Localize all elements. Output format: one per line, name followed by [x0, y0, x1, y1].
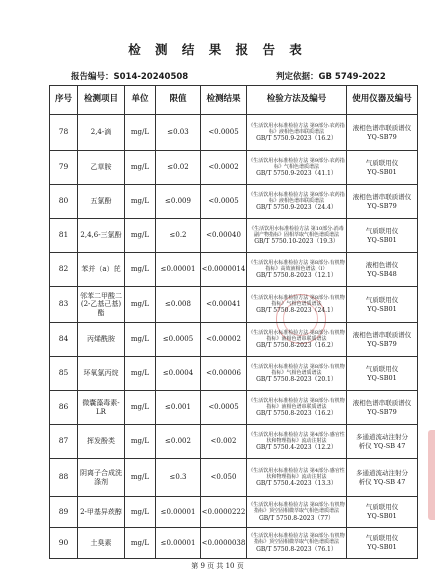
method-description: 《生活饮用水标准检验方法 第8部分:有机物指标》顶空固相微萃取气相色谱质谱法 — [248, 533, 345, 546]
unit: mg/L — [125, 185, 156, 219]
method-standard: GB/T 5750.8-2023（24.1） — [256, 307, 337, 314]
instrument-name: 液相色谱串联质谱仪 — [352, 330, 412, 339]
table-row — [50, 185, 418, 219]
instrument-id: YQ-SB01 — [367, 543, 397, 551]
instrument-name: 多通道流动注射分 — [356, 432, 408, 441]
limit-value: ≤0.3 — [156, 459, 201, 497]
table-row — [50, 459, 418, 497]
test-item: 五氯酚 — [78, 185, 125, 219]
test-item: 乙草胺 — [78, 151, 125, 185]
instrument — [347, 253, 418, 287]
method-standard: GB/T 5750.8-2023（16.2） — [256, 410, 337, 417]
method-description: 《生活饮用水标准检验方法 第8部分:有机物指标》液相色谱串联质谱法 — [248, 329, 345, 342]
method-description: 《生活饮用水标准检验方法 第4部分:感官性状和物理指标》流动注射法 — [248, 431, 345, 444]
method-description: 《生活饮用水标准检验方法 第9部分:农药指标》气相色谱质谱法 — [248, 157, 345, 170]
test-result: <0.0000222 — [201, 497, 247, 528]
table-row — [50, 357, 418, 391]
header-method: 检验方法及编号 — [247, 86, 347, 115]
instrument-id: 析仪 YQ-SB 47 — [358, 477, 406, 486]
instrument-id: YQ-SB48 — [367, 269, 397, 278]
method-standard: GB/T 5750.9-2023（16.2） — [256, 135, 337, 142]
instrument-id: YQ-SB79 — [367, 201, 397, 210]
unit: mg/L — [125, 528, 156, 559]
instrument-id: YQ-SB01 — [367, 304, 397, 313]
header-result: 检测结果 — [201, 86, 247, 115]
instrument — [347, 287, 418, 323]
unit: mg/L — [125, 497, 156, 528]
test-result: <0.00040 — [201, 219, 247, 253]
table-header-row — [50, 86, 418, 115]
limit-value: ≤0.02 — [156, 151, 201, 185]
test-result: <0.050 — [201, 459, 247, 497]
instrument-name: 液相色谱仪 — [365, 260, 399, 269]
instrument-name: 液相色谱串联质谱仪 — [352, 123, 412, 132]
test-item: 丙烯酰胺 — [78, 323, 125, 357]
instrument-name: 多通道流动注射分 — [356, 468, 408, 477]
test-result: <0.0005 — [201, 391, 247, 425]
test-result: <0.0000014 — [201, 253, 247, 287]
instrument — [347, 323, 418, 357]
limit-value: ≤0.0005 — [156, 323, 201, 357]
instrument-name: 液相色谱串联质谱仪 — [352, 398, 412, 407]
row-number: 82 — [50, 253, 78, 287]
row-number: 79 — [50, 151, 78, 185]
unit: mg/L — [125, 287, 156, 323]
method-standard: GB/T 5750.8-2023（77） — [258, 514, 335, 522]
test-result: <0.0000038 — [201, 528, 247, 559]
row-number: 88 — [50, 459, 78, 497]
unit: mg/L — [125, 323, 156, 357]
method-description: 《生活饮用水标准检验方法 第8部分:有机物指标》高效液相色谱法（I） — [248, 259, 345, 272]
table-body — [50, 115, 418, 559]
unit: mg/L — [125, 425, 156, 459]
limit-value: ≤0.2 — [156, 219, 201, 253]
instrument — [347, 151, 418, 185]
test-item: 微囊藻毒素-LR — [78, 391, 125, 425]
test-method — [247, 115, 347, 151]
page-seam-seal — [428, 430, 435, 520]
test-method — [247, 185, 347, 219]
row-number: 86 — [50, 391, 78, 425]
test-method — [247, 357, 347, 391]
table-row — [50, 528, 418, 559]
limit-value: ≤0.00001 — [156, 528, 201, 559]
results-table — [49, 85, 418, 559]
test-result: <0.0005 — [201, 185, 247, 219]
instrument — [347, 497, 418, 528]
instrument-id: 析仪 YQ-SB 47 — [358, 441, 406, 450]
row-number: 90 — [50, 528, 78, 559]
header-limit: 限值 — [156, 86, 201, 115]
method-description: 《生活饮用水标准检验方法 第9部分:农药指标》液相色谱串联质谱法 — [248, 191, 345, 204]
method-description: 《生活饮用水标准检验方法 第8部分:有机物指标》气相色谱质谱法 — [248, 363, 345, 376]
limit-value: ≤0.03 — [156, 115, 201, 151]
method-standard: GB/T 5750.9-2023（24.4） — [256, 204, 337, 211]
instrument-id: YQ-SB01 — [367, 235, 397, 244]
instrument — [347, 425, 418, 459]
test-item: 2,4,6-三氯酚 — [78, 219, 125, 253]
method-standard: GB/T 5750.10-2023（19.3） — [254, 238, 339, 245]
unit: mg/L — [125, 357, 156, 391]
table-row — [50, 323, 418, 357]
table-row — [50, 425, 418, 459]
instrument-name: 液相色谱串联质谱仪 — [352, 192, 412, 201]
table-row — [50, 253, 418, 287]
instrument — [347, 459, 418, 497]
instrument — [347, 357, 418, 391]
instrument-name: 气质联用仪 — [365, 503, 399, 512]
instrument — [347, 391, 418, 425]
test-result: <0.00002 — [201, 323, 247, 357]
report-title: 检 测 结 果 报 告 表 — [128, 42, 307, 57]
method-standard: GB/T 5750.9-2023（41.1） — [256, 170, 337, 177]
report-number: 报告编号：S014-20240508 — [71, 72, 189, 82]
test-method — [247, 391, 347, 425]
row-number: 80 — [50, 185, 78, 219]
instrument-name: 气质联用仪 — [365, 226, 399, 235]
unit: mg/L — [125, 151, 156, 185]
test-method — [247, 459, 347, 497]
unit: mg/L — [125, 391, 156, 425]
test-item: 邻苯二甲酸二(2-乙基己基)酯 — [78, 287, 125, 323]
method-description: 《生活饮用水标准检验方法 第8部分:有机物指标》顶空固相微萃取气相色谱质谱法 — [248, 502, 345, 515]
method-description: 《生活饮用水标准检验方法 第8部分:有机物指标》气相色谱质谱法 — [248, 294, 345, 307]
limit-value: ≤0.00001 — [156, 253, 201, 287]
method-description: 《生活饮用水标准检验方法 第10部分:消毒副产物指标》固相萃取气相色谱质谱法 — [249, 225, 344, 238]
method-standard: GB/T 5750.4-2023（12.2） — [256, 444, 337, 451]
method-description: 《生活饮用水标准检验方法 第9部分:农药指标》液相色谱串联质谱法 — [248, 122, 345, 135]
header-instrument: 使用仪器及编号 — [347, 86, 418, 115]
row-number: 84 — [50, 323, 78, 357]
test-item: 环氧氯丙烷 — [78, 357, 125, 391]
test-method — [247, 323, 347, 357]
unit: mg/L — [125, 459, 156, 497]
row-number: 78 — [50, 115, 78, 151]
row-number: 87 — [50, 425, 78, 459]
limit-value: ≤0.002 — [156, 425, 201, 459]
test-result: <0.00041 — [201, 287, 247, 323]
test-item: 阴离子合成洗涤剂 — [78, 459, 125, 497]
row-number: 89 — [50, 497, 78, 528]
test-method — [247, 219, 347, 253]
header-unit: 单位 — [125, 86, 156, 115]
test-item: 2-甲基异莰醇 — [78, 497, 125, 528]
test-result: <0.0002 — [201, 151, 247, 185]
table-row — [50, 219, 418, 253]
instrument — [347, 528, 418, 559]
test-item: 苯并（a）芘 — [78, 253, 125, 287]
instrument-name: 气质联用仪 — [365, 295, 399, 304]
instrument-name: 气质联用仪 — [365, 364, 399, 373]
method-standard: GB/T 5750.8-2023（76.1） — [256, 545, 337, 553]
page-footer: 第 9 页 共 10 页 — [191, 562, 244, 570]
instrument-id: YQ-SB79 — [367, 339, 397, 348]
instrument-id: YQ-SB79 — [367, 132, 397, 141]
limit-value: ≤0.009 — [156, 185, 201, 219]
instrument-id: YQ-SB01 — [367, 167, 397, 176]
table-row — [50, 115, 418, 151]
method-standard: GB/T 5750.4-2023（13.3） — [256, 480, 337, 487]
unit: mg/L — [125, 115, 156, 151]
instrument — [347, 219, 418, 253]
instrument-id: YQ-SB01 — [367, 512, 397, 520]
header-item: 检测项目 — [78, 86, 125, 115]
judgment-basis: 判定依据：GB 5749-2022 — [276, 72, 386, 82]
method-description: 《生活饮用水标准检验方法 第4部分:感官性状和物理指标》流动注射法 — [248, 467, 345, 480]
test-method — [247, 497, 347, 528]
test-method — [247, 425, 347, 459]
limit-value: ≤0.008 — [156, 287, 201, 323]
table-row — [50, 151, 418, 185]
row-number: 81 — [50, 219, 78, 253]
test-item: 土臭素 — [78, 528, 125, 559]
table-row — [50, 497, 418, 528]
test-item: 2,4-滴 — [78, 115, 125, 151]
test-item: 挥发酚类 — [78, 425, 125, 459]
instrument-name: 气质联用仪 — [365, 534, 399, 543]
limit-value: ≤0.00001 — [156, 497, 201, 528]
row-number: 85 — [50, 357, 78, 391]
limit-value: ≤0.0004 — [156, 357, 201, 391]
limit-value: ≤0.001 — [156, 391, 201, 425]
test-method — [247, 528, 347, 559]
header-no: 序号 — [50, 86, 78, 115]
row-number: 83 — [50, 287, 78, 323]
instrument-id: YQ-SB79 — [367, 407, 397, 416]
table-row — [50, 391, 418, 425]
instrument — [347, 115, 418, 151]
test-result: <0.002 — [201, 425, 247, 459]
test-method — [247, 151, 347, 185]
table-row — [50, 287, 418, 323]
instrument-name: 气质联用仪 — [365, 158, 399, 167]
method-description: 《生活饮用水标准检验方法 第8部分:有机物指标》液相色谱串联质谱法 — [248, 397, 345, 410]
test-method — [247, 253, 347, 287]
test-result: <0.0005 — [201, 115, 247, 151]
method-standard: GB/T 5750.8-2023（20.1） — [256, 376, 337, 383]
test-method — [247, 287, 347, 323]
method-standard: GB/T 5750.8-2023（16.2） — [256, 342, 337, 349]
unit: mg/L — [125, 219, 156, 253]
test-result: <0.00006 — [201, 357, 247, 391]
unit: mg/L — [125, 253, 156, 287]
instrument — [347, 185, 418, 219]
method-standard: GB/T 5750.8-2023（12.1） — [256, 272, 337, 279]
instrument-id: YQ-SB01 — [367, 373, 397, 382]
